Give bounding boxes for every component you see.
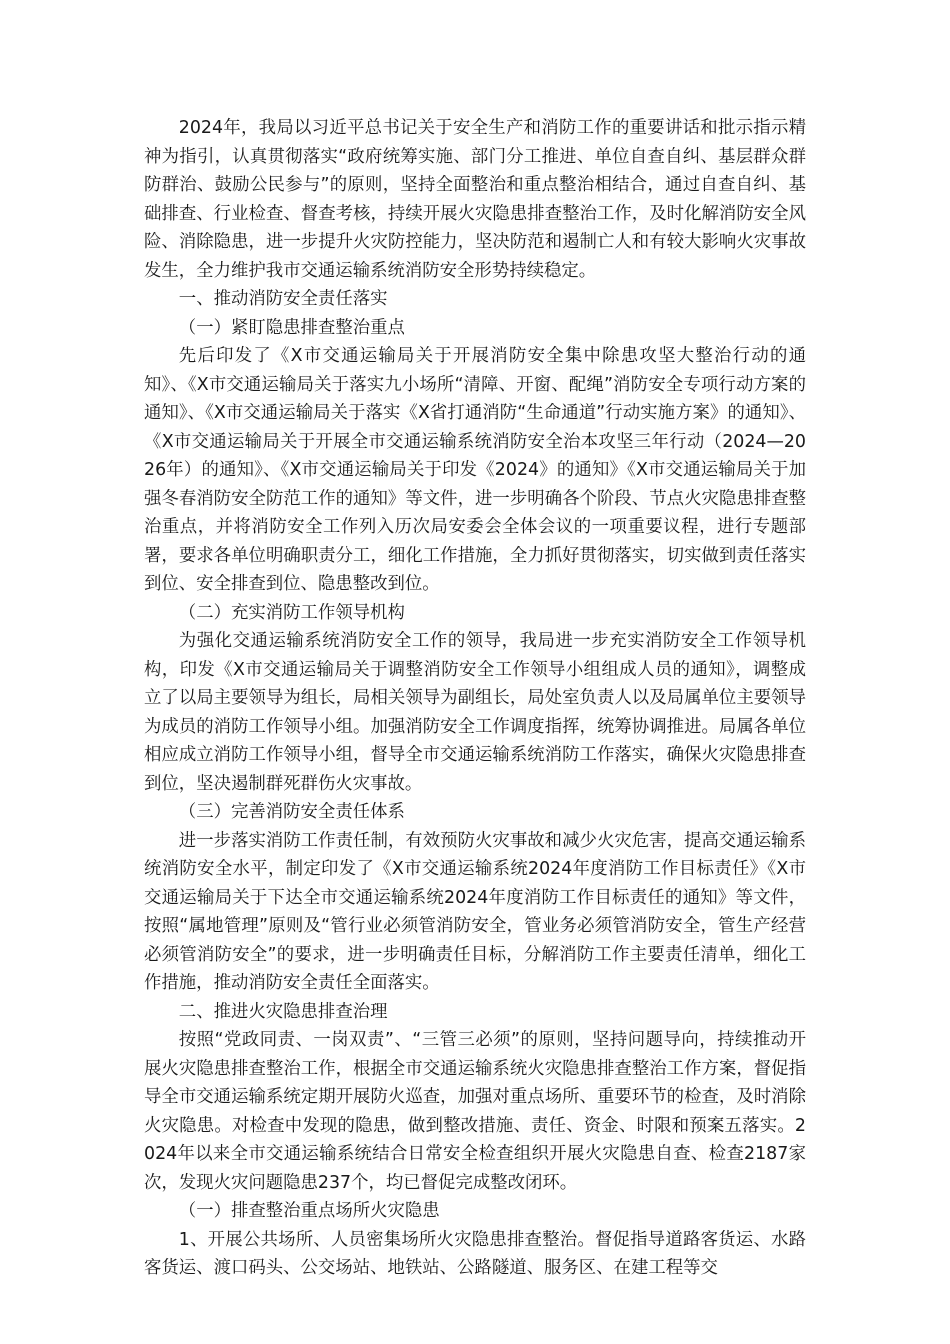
subsection-heading-1-1: （一）紧盯隐患排查整治重点 xyxy=(178,317,405,338)
subsection-heading-1-2: （二）充实消防工作领导机构 xyxy=(178,602,405,623)
body-paragraph: 为强化交通运输系统消防安全工作的领导，我局进一步充实消防安全工作领导机构，印发《X市交通运输局关于调整消防安全工作领导小组组成人员的通知》，调整成立了以局主要领导为组长，局相关领导为副组长，局处室负责人以及局属单位主要领导为成员的消防工作领导小组。加强消防安全工作调度指挥，统筹协调推进。局属各单位相应成立消防工作领导小组，督导全市交通运输系统消防工作落实，确保火灾隐患排查到位，坚决遏制群死群伤火灾事故。 xyxy=(144,631,806,794)
body-paragraph: 1、开展公共场所、人员密集场所火灾隐患排查整治。督促指导道路客货运、水路客货运、渡口码头、公交场站、地铁站、公路隧道、服务区、在建工程等交 xyxy=(144,1229,806,1278)
intro-paragraph: 2024年，我局以习近平总书记关于安全生产和消防工作的重要讲话和批示指示精神为指引，认真贯彻落实“政府统筹实施、部门分工推进、单位自查自纠、基层群众群防群治、鼓励公民参与”的原则，坚持全面整治和重点整治相结合，通过自查自纠、基础排查、行业检查、督查考核，持续开展火灾隐患排查整治工作，及时化解消防安全风险、消除隐患，进一步提升火灾防控能力，坚决防范和遏制亡人和有较大影响火灾事故发生，全力维护我市交通运输系统消防安全形势持续稳定。 xyxy=(144,118,806,281)
body-paragraph: 先后印发了《X市交通运输局关于开展消防安全集中除患攻坚大整治行动的通知》、《X市交通运输局关于落实九小场所“清障、开窗、配绳”消防安全专项行动方案的通知》、《X市交通运输局关于落实《X省打通消防“生命通道”行动实施方案》的通知》、《X市交通运输局关于开展全市交通运输系统消防安全治本攻坚三年行动（2024—2026年）的通知》、《X市交通运输局关于印发《2024》的通知》《X市交通运输局关于加强冬春消防安全防范工作的通知》等文件，进一步明确各个阶段、节点火灾隐患排查整治重点，并将消防安全工作列入历次局安委会全体会议的一项重要议程，进行专题部署，要求各单位明确职责分工，细化工作措施，全力抓好贯彻落实，切实做到责任落实到位、安全排查到位、隐患整改到位。 xyxy=(144,346,806,594)
body-paragraph: 按照“党政同责、一岗双责”、“三管三必须”的原则，坚持问题导向，持续推动开展火灾隐患排查整治工作，根据全市交通运输系统火灾隐患排查整治工作方案，督促指导全市交通运输系统定期开展防火巡查，加强对重点场所、重要环节的检查，及时消除火灾隐患。对检查中发现的隐患，做到整改措施、责任、资金、时限和预案五落实。2024年以来全市交通运输系统结合日常安全检查组织开展火灾隐患自查、检查2187家次，发现火灾问题隐患237个，均已督促完成整改闭环。 xyxy=(144,1030,806,1193)
subsection-heading-1-3: （三）完善消防安全责任体系 xyxy=(178,802,405,822)
section-heading-2: 二、推进火灾隐患排查治理 xyxy=(178,1001,388,1022)
section-heading-1: 一、推动消防安全责任落实 xyxy=(178,289,388,309)
body-paragraph: 进一步落实消防工作责任制，有效预防火灾事故和减少火灾危害，提高交通运输系统消防安全水平，制定印发了《X市交通运输系统2024年度消防工作目标责任》《X市交通运输局关于下达全市交通运输系统2024年度消防工作目标责任的通知》等文件，按照“属地管理”原则及“管行业必须管消防安全，管业务必须管消防安全，管生产经营必须管消防安全”的要求，进一步明确责任目标，分解消防工作主要责任清单，细化工作措施，推动消防安全责任全面落实。 xyxy=(144,830,806,993)
subsection-heading-2-1: （一）排查整治重点场所火灾隐患 xyxy=(178,1201,440,1221)
